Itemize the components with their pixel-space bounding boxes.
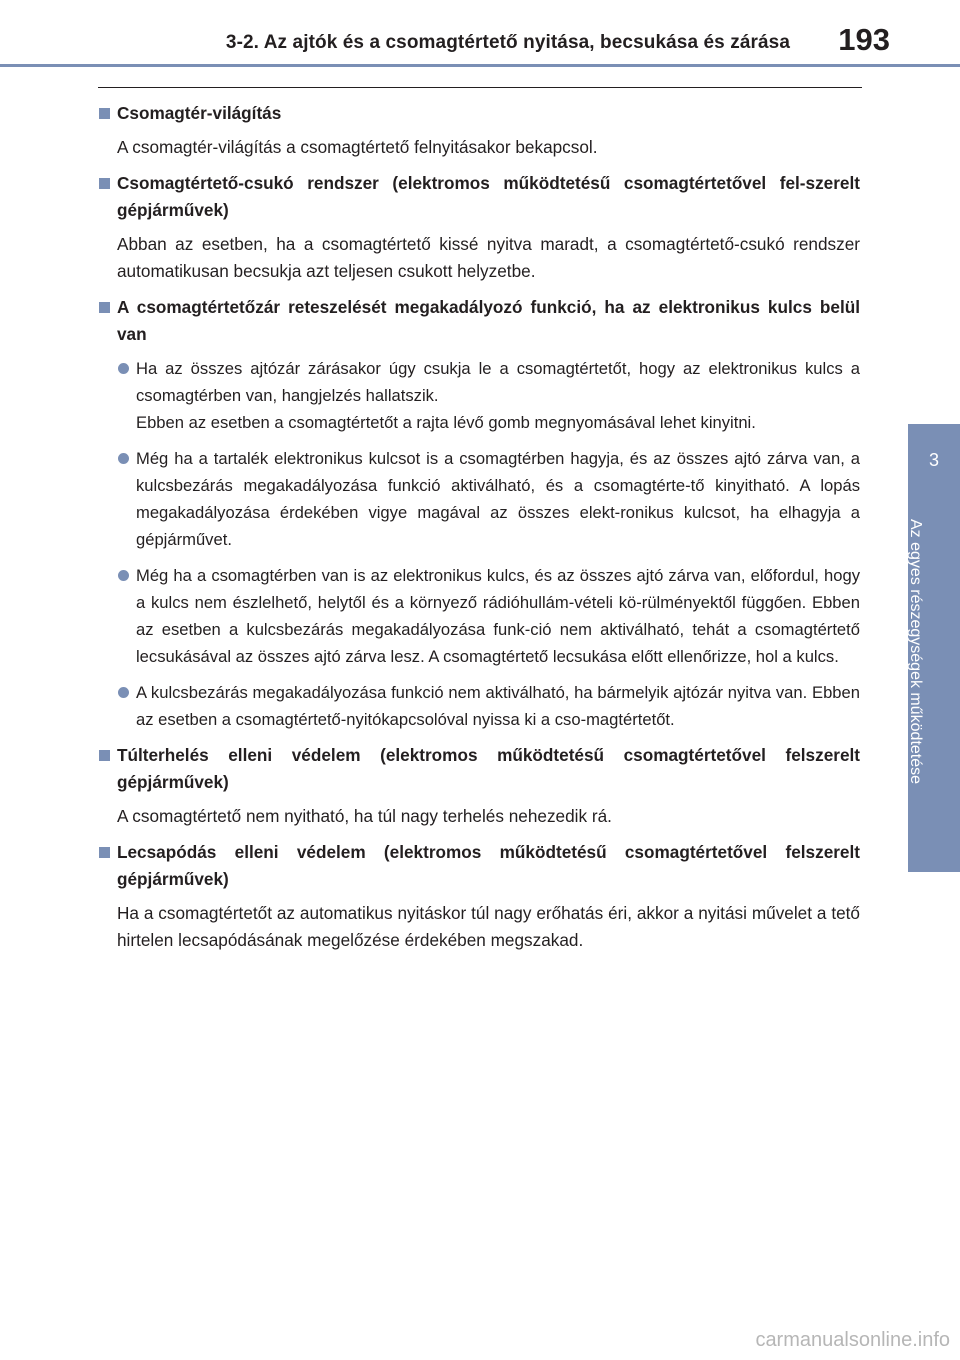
list-item [98, 679, 860, 733]
section-paragraph: A csomagtér-világítás a csomagtértető felnyitásakor bekapcsol. [117, 137, 598, 157]
heading-text: Lecsapódás elleni védelem (elektromos működtetésű csomagtértetővel felszerelt gépjárművek) [117, 842, 860, 889]
circle-bullet-icon [118, 570, 129, 581]
square-bullet-icon [99, 750, 110, 761]
heading-text: Csomagtértető-csukó rendszer (elektromos működtetésű csomagtértetővel fel-szerelt gépjárművek) [117, 173, 860, 220]
watermark: carmanualsonline.info [755, 1329, 950, 1351]
circle-bullet-icon [118, 687, 129, 698]
square-bullet-icon [99, 108, 110, 119]
circle-bullet-icon [118, 453, 129, 464]
chapter-side-tab [908, 424, 960, 872]
section-paragraph: A csomagtértető nem nyitható, ha túl nagy terhelés nehezedik rá. [117, 806, 612, 826]
chapter-number: 3 [928, 450, 939, 470]
content-divider [98, 87, 862, 88]
list-item [98, 562, 860, 670]
list-item-text: Ha az összes ajtózár zárásakor úgy csukja le a csomagtértetőt, hogy az elektronikus kulcs a csomagtérben van, hangjelzés hallatszik. [136, 359, 860, 405]
page-content [98, 100, 860, 962]
section-paragraph: Ha a csomagtértetőt az automatikus nyitáskor túl nagy erőhatás éri, akkor a nyitási művelet a tető hirtelen lecsapódásának megelőzése érdekében megszakad. [117, 903, 860, 950]
square-bullet-icon [99, 847, 110, 858]
list-item-text: Még ha a tartalék elektronikus kulcsot is a csomagtérben hagyja, és az összes ajtó zárva van, a kulcsbezárás megakadályozása funkció aktiválható, és a csomagtérte-tő kinyitható. A lopás megakadályozása érdekében vigye magával az összes elekt-ronikus kulcsot, ha elhagyja a gépjárművet. [136, 449, 860, 549]
section-heading [98, 100, 860, 127]
square-bullet-icon [99, 178, 110, 189]
heading-text: Túlterhelés elleni védelem (elektromos működtetésű csomagtértetővel felszerelt gépjárművek) [117, 745, 860, 792]
square-bullet-icon [99, 302, 110, 313]
page-number: 193 [838, 22, 890, 57]
section-paragraph: Abban az esetben, ha a csomagtértető kissé nyitva maradt, a csomagtértető-csukó rendszer automatikusan becsukja azt teljesen csukott helyzetbe. [117, 234, 860, 281]
list-item-text: A kulcsbezárás megakadályozása funkció nem aktiválható, ha bármelyik ajtózár nyitva van. Ebben az esetben a csomagtértető-nyitókapcsolóval nyissa ki a cso-magtértetőt. [136, 683, 860, 729]
circle-bullet-icon [118, 363, 129, 374]
section-heading [98, 294, 860, 348]
section-heading [98, 170, 860, 224]
list-item [98, 355, 860, 436]
list-item-note: Ebben az esetben a csomagtértetőt a rajta lévő gomb megnyomásával lehet kinyitni. [136, 413, 756, 432]
list-item [98, 445, 860, 553]
chapter-title: Az egyes részegységek működtetése [907, 519, 924, 785]
section-title: 3-2. Az ajtók és a csomagtértető nyitása, becsukása és zárása [225, 32, 790, 53]
section-heading [98, 742, 860, 796]
heading-text: Csomagtér-világítás [117, 103, 282, 123]
section-heading [98, 839, 860, 893]
heading-text: A csomagtértetőzár reteszelését megakadályozó funkció, ha az elektronikus kulcs belül van [117, 297, 860, 344]
header-rule [0, 64, 960, 67]
list-item-text: Még ha a csomagtérben van is az elektronikus kulcs, és az összes ajtó zárva van, előfordul, hogy a kulcs nem észlelhető, helytől és a környező rádióhullám-vételi kö-rülményektől függően. Ebben az esetben a kulcsbezárás megakadályozása funk-ció nem aktiválható, tehát a csomagtértető lecsukásával az összes ajtó zárva lesz. A csomagtértető lecsukása előtt ellenőrizze, hol a kulcs. [136, 566, 860, 666]
